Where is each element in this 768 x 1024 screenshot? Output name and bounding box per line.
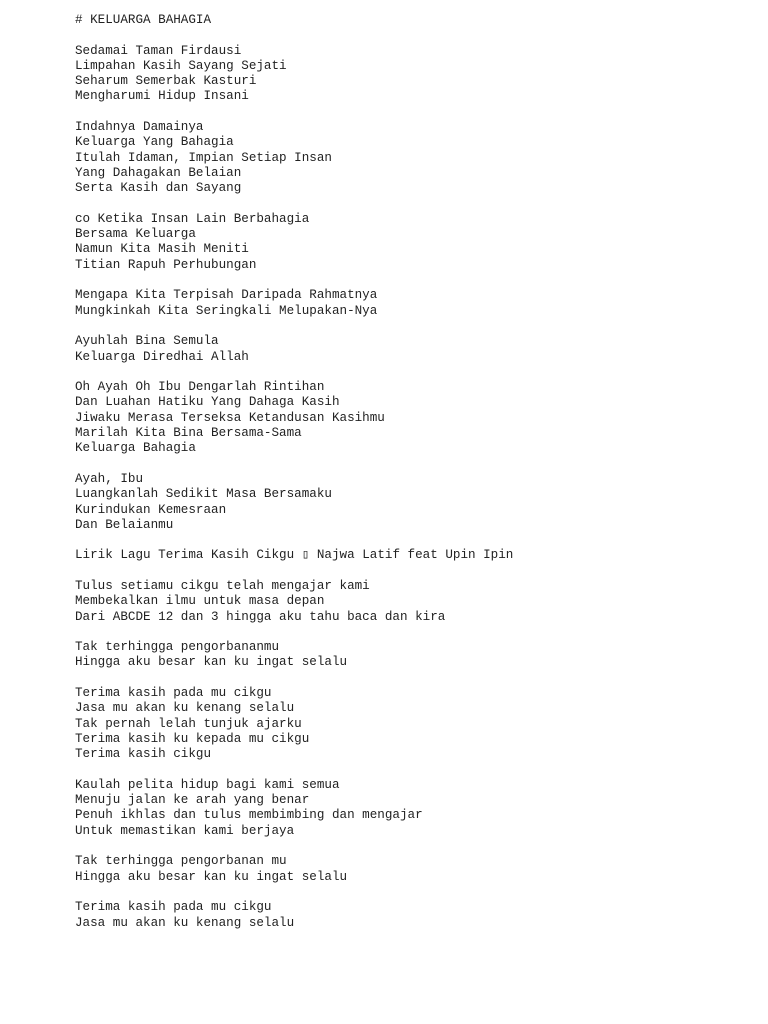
- lyrics-line: Terima kasih pada mu cikgu: [75, 686, 272, 701]
- lyrics-line: Ayah, Ibu: [75, 471, 144, 486]
- lyrics-stanza: [75, 44, 755, 105]
- lyrics-line: Untuk memastikan kami berjaya: [75, 823, 295, 838]
- lyrics-line: Jasa mu akan ku kenang selalu: [75, 915, 295, 930]
- lyrics-stanza: [75, 120, 755, 196]
- lyrics-line: Tak terhingga pengorbananmu: [75, 640, 280, 655]
- lyrics-line: Kaulah pelita hidup bagi kami semua: [75, 777, 340, 792]
- lyrics-line: Keluarga Yang Bahagia: [75, 135, 234, 150]
- lyrics-line: Namun Kita Masih Meniti: [75, 242, 249, 257]
- document-title: # KELUARGA BAHAGIA: [75, 13, 212, 27]
- lyrics-stanza: [75, 212, 755, 273]
- lyrics-line: Jiwaku Merasa Terseksa Ketandusan Kasihmu: [75, 410, 385, 425]
- lyrics-line: Tulus setiamu cikgu telah mengajar kami: [75, 578, 370, 593]
- lyrics-line: Lirik Lagu Terima Kasih Cikgu ▯ Najwa Latif feat Upin Ipin: [75, 548, 514, 563]
- lyrics-line: Luangkanlah Sedikit Masa Bersamaku: [75, 487, 332, 502]
- lyrics-line: Jasa mu akan ku kenang selalu: [75, 701, 295, 716]
- lyrics-line: Titian Rapuh Perhubungan: [75, 257, 257, 272]
- lyrics-line: Limpahan Kasih Sayang Sejati: [75, 58, 287, 73]
- lyrics-line: Yang Dahagakan Belaian: [75, 165, 242, 180]
- lyrics-line: Mengapa Kita Terpisah Daripada Rahmatnya: [75, 288, 378, 303]
- lyrics-line: Itulah Idaman, Impian Setiap Insan: [75, 150, 332, 165]
- lyrics-stanza: [75, 334, 755, 365]
- lyrics-line: Oh Ayah Oh Ibu Dengarlah Rintihan: [75, 380, 325, 395]
- lyrics-stanza: [75, 854, 755, 885]
- lyrics-stanza: [75, 686, 755, 762]
- lyrics-line: Mungkinkah Kita Seringkali Melupakan-Nya: [75, 303, 378, 318]
- lyrics-line: co Ketika Insan Lain Berbahagia: [75, 211, 310, 226]
- lyrics-line: Keluarga Diredhai Allah: [75, 349, 249, 364]
- lyrics-line: Dari ABCDE 12 dan 3 hingga aku tahu baca dan kira: [75, 609, 446, 624]
- lyrics-line: Dan Luahan Hatiku Yang Dahaga Kasih: [75, 395, 340, 410]
- lyrics-line: Hingga aku besar kan ku ingat selalu: [75, 869, 348, 884]
- lyrics-stanza: [75, 472, 755, 533]
- lyrics-line: Bersama Keluarga: [75, 227, 196, 242]
- lyrics-line: Membekalkan ilmu untuk masa depan: [75, 594, 325, 609]
- lyrics-line: Serta Kasih dan Sayang: [75, 181, 242, 196]
- lyrics-line: Dan Belaianmu: [75, 517, 174, 532]
- lyrics-line: Tak pernah lelah tunjuk ajarku: [75, 716, 302, 731]
- lyrics-stanza: [75, 288, 755, 319]
- lyrics-line: Hingga aku besar kan ku ingat selalu: [75, 655, 348, 670]
- lyrics-line: Penuh ikhlas dan tulus membimbing dan mengajar: [75, 808, 423, 823]
- lyrics-line: Marilah Kita Bina Bersama-Sama: [75, 426, 302, 441]
- lyrics-line: Seharum Semerbak Kasturi: [75, 74, 257, 89]
- lyrics-line: Menuju jalan ke arah yang benar: [75, 793, 310, 808]
- lyrics-line: Sedamai Taman Firdausi: [75, 43, 242, 58]
- lyrics-line: Mengharumi Hidup Insani: [75, 89, 249, 104]
- lyrics-line: Terima kasih pada mu cikgu: [75, 900, 272, 915]
- lyrics-line: Terima kasih ku kepada mu cikgu: [75, 731, 310, 746]
- lyrics-body: [75, 44, 755, 931]
- lyrics-stanza: [75, 548, 755, 563]
- lyrics-line: Indahnya Damainya: [75, 120, 204, 135]
- lyrics-stanza: [75, 579, 755, 625]
- lyrics-line: Kurindukan Kemesraan: [75, 502, 227, 517]
- lyrics-stanza: [75, 640, 755, 671]
- lyrics-stanza: [75, 380, 755, 456]
- document-title-block: [75, 13, 755, 28]
- lyrics-stanza: [75, 900, 755, 931]
- lyrics-stanza: [75, 778, 755, 839]
- lyrics-line: Tak terhingga pengorbanan mu: [75, 854, 287, 869]
- lyrics-line: Ayuhlah Bina Semula: [75, 334, 219, 349]
- lyrics-line: Terima kasih cikgu: [75, 747, 212, 762]
- document-page: [75, 13, 755, 946]
- lyrics-line: Keluarga Bahagia: [75, 441, 196, 456]
